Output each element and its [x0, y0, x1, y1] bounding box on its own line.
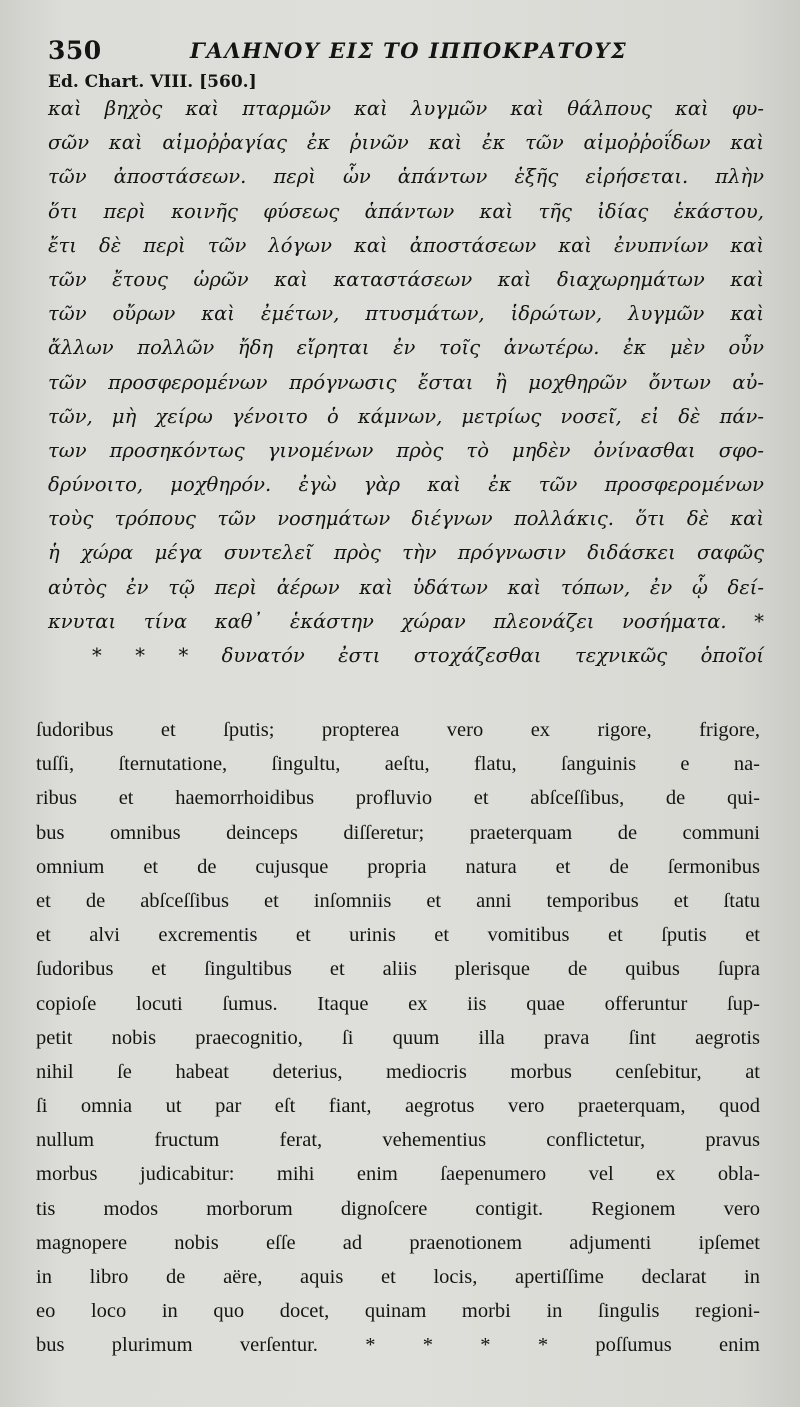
latin-line: bus plurimum verſentur. * * * * poſſumus enim [36, 1334, 760, 1357]
latin-line: petit nobis praecognitio, ſi quum illa prava ſint aegrotis [36, 1026, 760, 1049]
greek-line: ἄλλων πολλῶν ἤδη εἴρηται ἐν τοῖς ἀνωτέρω. ἐκ μὲν οὖν [48, 336, 764, 360]
latin-line: ſudoribus et ſingultibus et aliis plerisque de quibus ſupra [36, 958, 760, 981]
latin-line: et alvi excrementis et urinis et vomitibus et ſputis et [36, 924, 760, 947]
latin-line: nihil ſe habeat deterius, mediocris morbus cenſebitur, at [36, 1060, 760, 1083]
latin-line: omnium et de cujusque propria natura et de ſermonibus [36, 855, 760, 878]
latin-line: tuſſi, ſternutatione, ſingultu, aeſtu, flatu, ſanguinis e na- [36, 753, 760, 776]
greek-line: σῶν καὶ αἱμοῤῥαγίας ἐκ ῥινῶν καὶ ἐκ τῶν αἱμοῤῥοΐδων καὶ [48, 131, 764, 155]
running-head: ΓΑΛΗΝΟΥ ΕΙΣ ΤΟ ΙΠΠΟΚΡΑΤΟΥΣ [190, 38, 628, 63]
latin-line: in libro de aëre, aquis et locis, apertiſſime declarat in [36, 1266, 760, 1288]
greek-line: τῶν οὔρων καὶ ἐμέτων, πτυσμάτων, ἱδρώτων, λυγμῶν καὶ [48, 302, 764, 326]
greek-line: δρύνοιτο, μοχθηρόν. ἐγὼ γὰρ καὶ ἐκ τῶν προσφερομένων [48, 473, 764, 497]
latin-text-block [36, 713, 760, 1363]
greek-line: τοὺς τρόπους τῶν νοσημάτων διέγνων πολλάκις. ὅτι δὲ καὶ [48, 507, 764, 531]
greek-text-block [48, 92, 764, 673]
greek-line: τῶν ἔτους ὡρῶν καὶ καταστάσεων καὶ διαχωρημάτων καὶ [48, 267, 764, 291]
greek-line: τῶν προσφερομένων πρόγνωσις ἔσται ἢ μοχθηρῶν ὄντων αὐ- [48, 370, 764, 394]
latin-line: magnopere nobis eſſe ad praenotionem adjumenti ipſemet [36, 1231, 760, 1254]
greek-line: ὅτι περὶ κοινῆς φύσεως ἁπάντων καὶ τῆς ἰδίας ἑκάστου, [48, 199, 764, 223]
greek-line: αὐτὸς ἐν τῷ περὶ ἀέρων καὶ ὑδάτων καὶ τόπων, ἐν ᾧ δεί- [48, 575, 764, 599]
edition-reference: Ed. Chart. VIII. [560.] [48, 72, 257, 92]
greek-line: τῶν, μὴ χείρω γένοιτο ὁ κάμνων, μετρίως νοσεῖ, εἰ δὲ πάν- [48, 404, 764, 428]
latin-line: ſudoribus et ſputis; propterea vero ex rigore, frigore, [36, 719, 760, 741]
latin-line: nullum fructum ferat, vehementius conflictetur, pravus [36, 1129, 760, 1152]
greek-line: κνυται τίνα καθ᾽ ἑκάστην χώραν πλεονάζει νοσήματα. * [48, 609, 764, 633]
latin-line: tis modos morborum dignoſcere contigit. Regionem vero [36, 1197, 760, 1220]
latin-line: ribus et haemorrhoidibus profluvio et abſceſſibus, de qui- [36, 787, 760, 810]
greek-line: ἔτι δὲ περὶ τῶν λόγων καὶ ἀποστάσεων καὶ ἐνυπνίων καὶ [48, 233, 764, 257]
latin-line: bus omnibus deinceps diſſeretur; praeterquam de communi [36, 821, 760, 844]
latin-line: et de abſceſſibus et inſomniis et anni temporibus et ſtatu [36, 889, 760, 912]
page-number: 350 [48, 36, 102, 65]
greek-line: * * * δυνατόν ἐστι στοχάζεσθαι τεχνικῶς ὁποῖοί [92, 644, 764, 667]
greek-line: καὶ βηχὸς καὶ πταρμῶν καὶ λυγμῶν καὶ θάλπους καὶ φυ- [48, 97, 764, 120]
latin-line: eo loco in quo docet, quinam morbi in ſingulis regioni- [36, 1300, 760, 1323]
greek-line: ἡ χώρα μέγα συντελεῖ πρὸς τὴν πρόγνωσιν διδάσκει σαφῶς [48, 541, 764, 565]
greek-line: τῶν ἀποστάσεων. περὶ ὧν ἁπάντων ἑξῆς εἰρήσεται. πλὴν [48, 165, 764, 189]
latin-line: ſi omnia ut par eſt fiant, aegrotus vero praeterquam, quod [36, 1095, 760, 1118]
latin-line: copioſe locuti ſumus. Itaque ex iis quae offeruntur ſup- [36, 992, 760, 1015]
latin-line: morbus judicabitur: mihi enim ſaepenumero vel ex obla- [36, 1163, 760, 1186]
page-header [40, 30, 760, 70]
greek-line: των προσηκόντως γινομένων πρὸς τὸ μηδὲν ὀνίνασθαι σφο- [48, 438, 764, 462]
